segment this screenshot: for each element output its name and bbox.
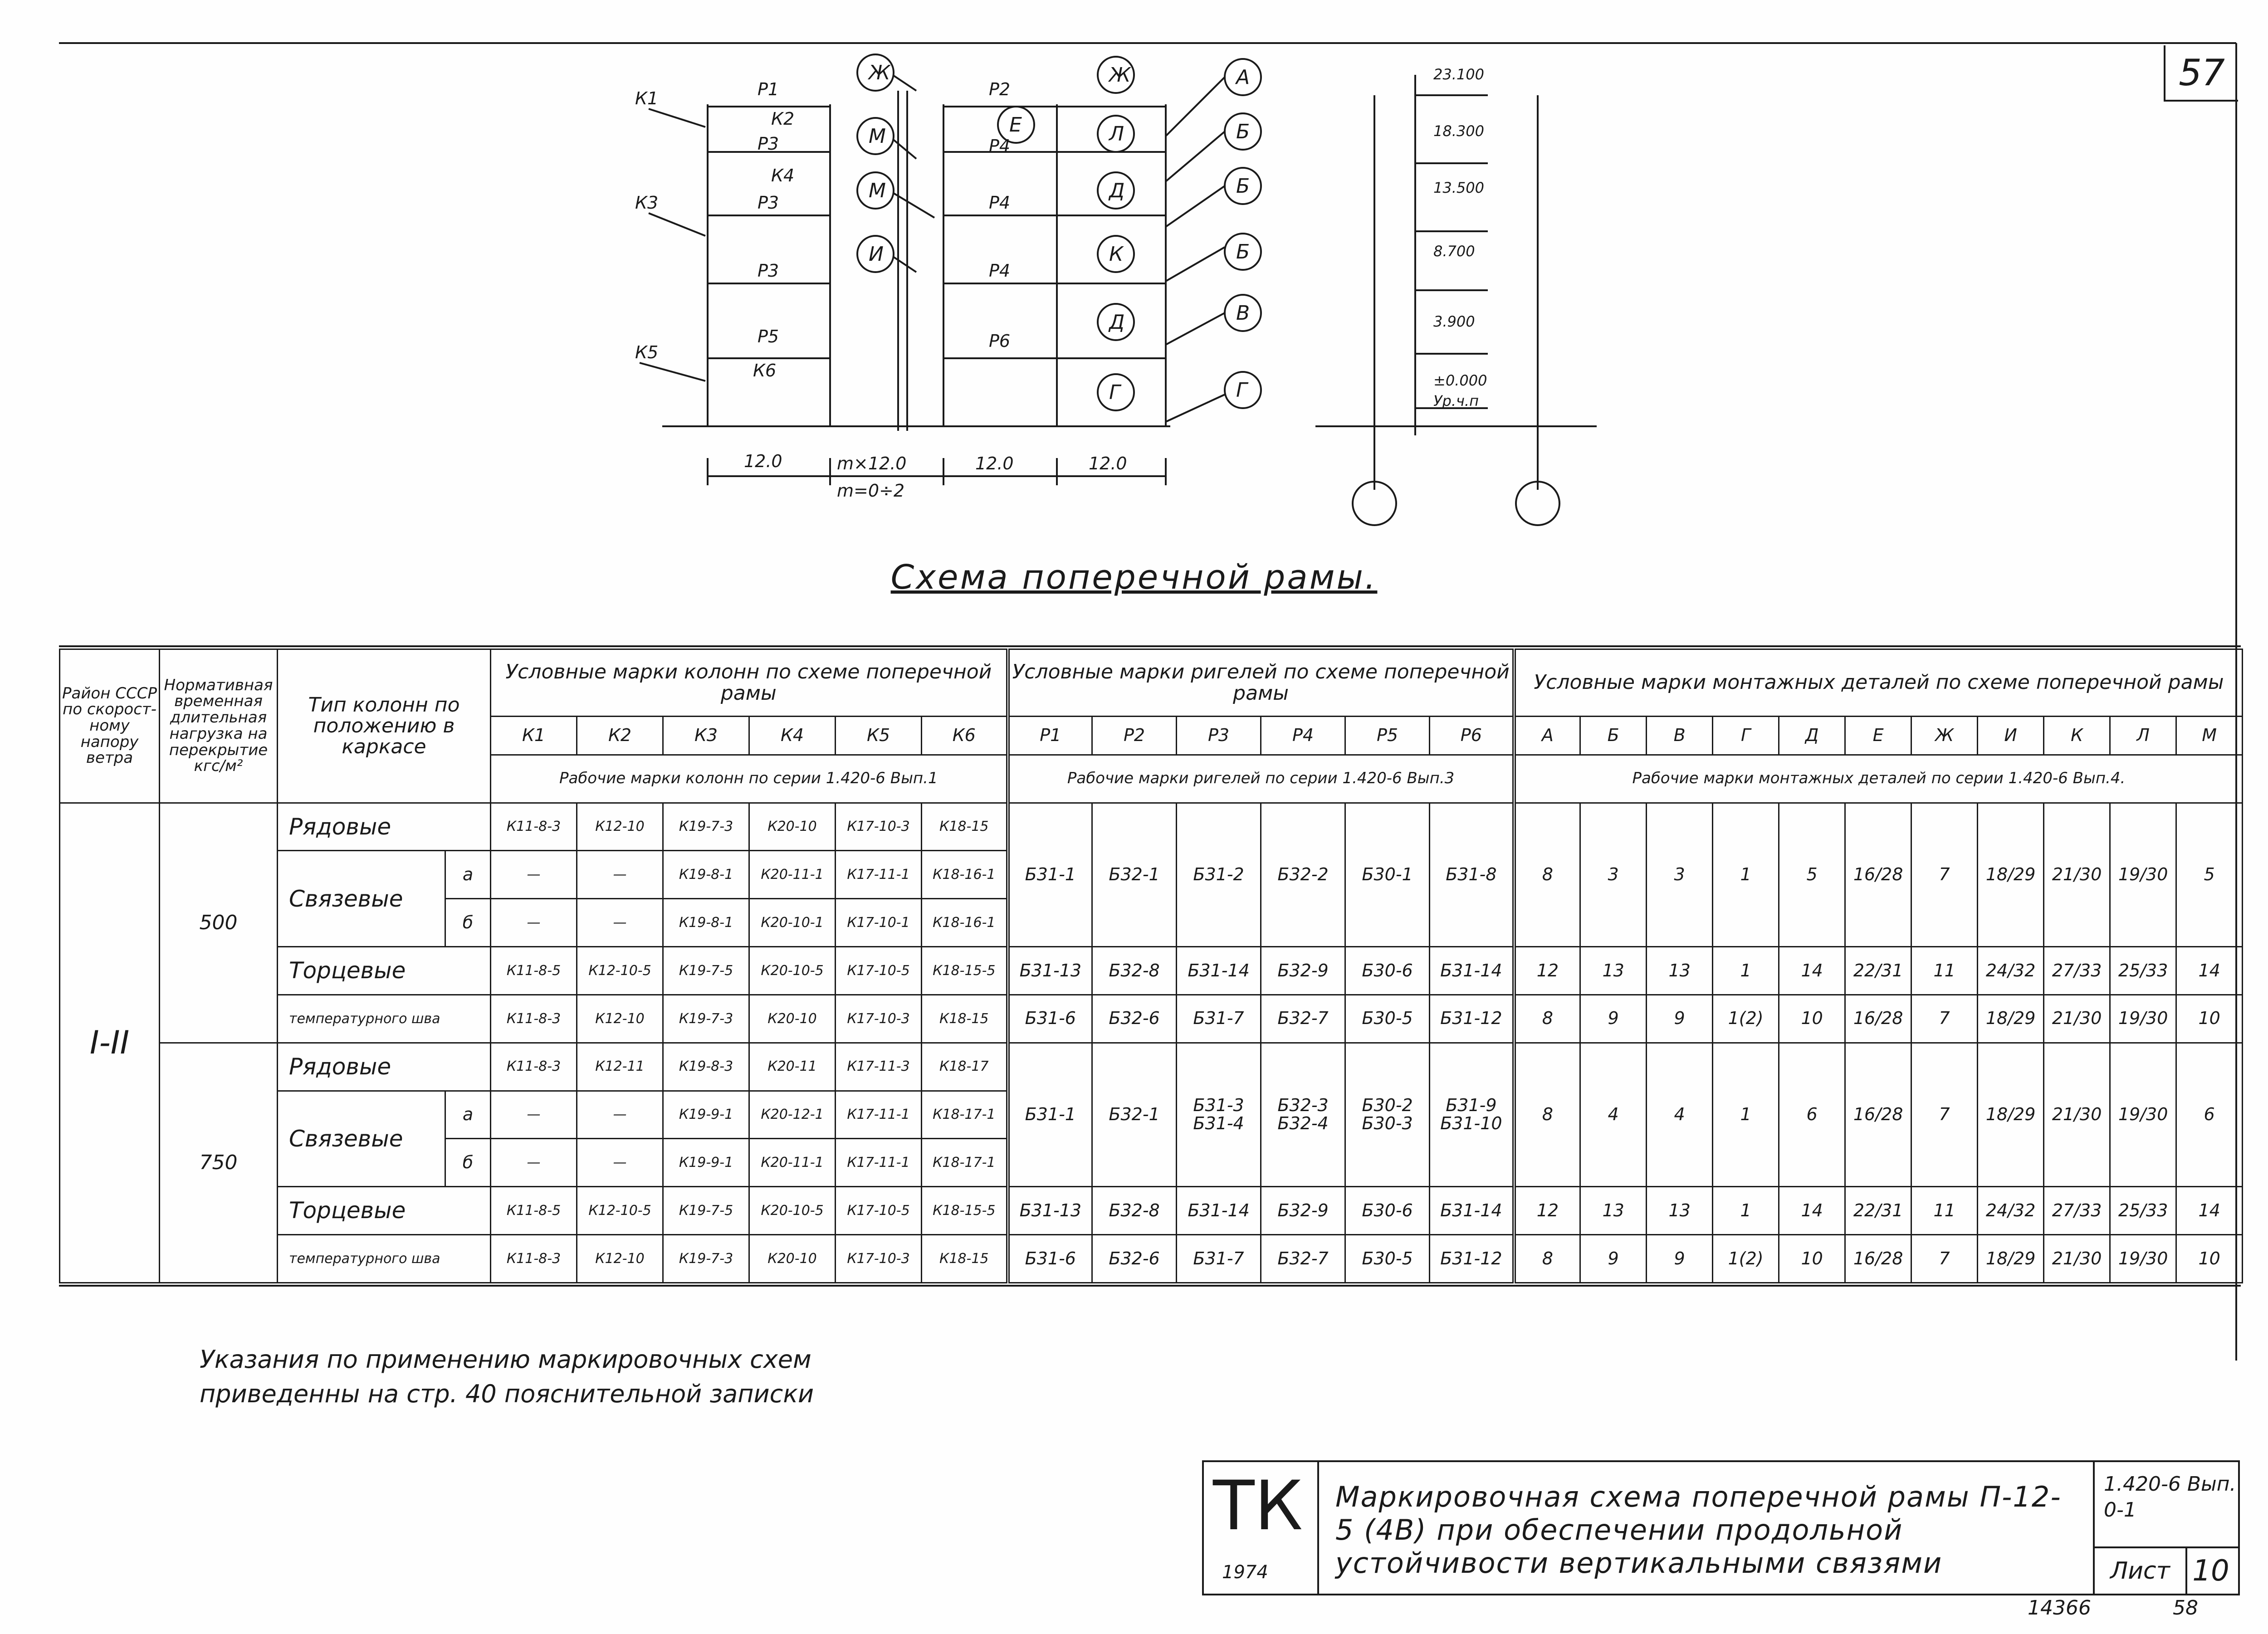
wind-region: I-II xyxy=(60,803,160,1283)
type-end: Торцевые xyxy=(278,947,491,995)
detail-mark: М xyxy=(2176,717,2243,755)
span-3: 12.0 xyxy=(975,454,1014,473)
frame-label-p3b: Р3 xyxy=(758,193,779,213)
table-row: Связевые а — — К19-9-1 К20-12-1 К17-11-1 К18-17-1 xyxy=(60,1091,2243,1139)
header-region: Район СССР по скорост- ному напору ветра xyxy=(60,649,160,803)
beam-mark: Р1 xyxy=(1008,717,1092,755)
type-link: Связевые xyxy=(278,1091,445,1187)
detail-mark: Г xyxy=(1713,717,1779,755)
series-details: Рабочие марки монтажных деталей по серии 1.420-6 Вып.4. xyxy=(1514,755,2243,803)
span-2: m×12.0 xyxy=(837,454,907,473)
frame-label-p3a: Р3 xyxy=(758,134,779,154)
circle-label-left-1: Ж xyxy=(869,61,890,84)
page-number: 57 xyxy=(2164,45,2238,102)
load-value: 750 xyxy=(160,1043,278,1283)
detail-mark: К xyxy=(2044,717,2110,755)
type-link: Связевые xyxy=(278,851,445,947)
header-detail-marks: Условные марки монтажных деталей по схеме поперечной рамы xyxy=(1514,649,2243,717)
header-column-marks: Условные марки колонн по схеме поперечной рамы xyxy=(491,649,1008,717)
table-row: б — — К19-8-1 К20-10-1 К17-10-1 К18-16-1 xyxy=(60,899,2243,947)
table-row: б — — К19-9-1 К20-11-1 К17-11-1 К18-17-1 xyxy=(60,1139,2243,1187)
type-end: Торцевые xyxy=(278,1187,491,1235)
circle-label-right-3: Д xyxy=(1109,179,1125,202)
tk-cell xyxy=(1204,1462,1319,1594)
detail-mark: В xyxy=(1647,717,1713,755)
detail-mark: А xyxy=(1514,717,1580,755)
beam-mark: Р2 xyxy=(1092,717,1177,755)
table-row: I-II 500 Рядовые К11-8-3 К12-10 К19-7-3 К20-10 К17-10-3 К18-15 Б31-1 Б32-1 Б31-2 Б32-2 Б30-1 Б31-8 8 3 3 1 5 16/28 7 18/29 21/30 19/30 5 xyxy=(60,803,2243,851)
level-4: 8.700 xyxy=(1433,243,1475,260)
type-row: Рядовые xyxy=(278,803,491,851)
frame-label-k1: К1 xyxy=(635,88,659,108)
note-line-1: Указания по применению маркировочных схем xyxy=(200,1345,811,1374)
level-7: Ур.ч.п xyxy=(1433,392,1479,410)
stamp-sheet-label: Лист xyxy=(2093,1548,2187,1594)
archive-number: 14366 xyxy=(2028,1596,2091,1619)
frame-label-p4c: Р4 xyxy=(989,261,1011,281)
sub-a: а xyxy=(445,851,491,899)
title-block xyxy=(1202,1460,2240,1595)
frame-label-p6: Р6 xyxy=(989,331,1011,351)
level-2: 18.300 xyxy=(1433,122,1484,140)
span-note: m=0÷2 xyxy=(837,481,905,501)
circle-label-far-4: Б xyxy=(1236,240,1250,263)
note-line-2: приведенны на стр. 40 пояснительной записки xyxy=(200,1379,814,1408)
beam-mark: Р3 xyxy=(1177,717,1261,755)
frame-label-p2: Р2 xyxy=(989,79,1011,99)
circle-label-far-2: Б xyxy=(1236,120,1250,143)
detail-mark: Д xyxy=(1779,717,1845,755)
header-load: Нормативная временная длительная нагрузка на перекрытие кгс/м² xyxy=(160,649,278,803)
circle-label-right-2: Л xyxy=(1109,122,1124,146)
frame-label-p1: Р1 xyxy=(758,79,779,99)
marking-table xyxy=(59,649,2243,1283)
col-mark: К6 xyxy=(922,717,1008,755)
frame-label-k2: К2 xyxy=(771,109,795,129)
type-temp: температурного шва xyxy=(278,1235,491,1283)
span-1: 12.0 xyxy=(744,451,782,471)
diagram-title: Схема поперечной рамы. xyxy=(890,558,1378,597)
header-type: Тип колонн по положению в каркасе xyxy=(278,649,491,803)
level-5: 3.900 xyxy=(1433,313,1475,330)
series-beams: Рабочие марки ригелей по серии 1.420-6 Вып.3 xyxy=(1008,755,1514,803)
circle-label-far-6: Г xyxy=(1236,379,1247,402)
circle-label-left-4: И xyxy=(869,243,884,266)
frame-label-p5: Р5 xyxy=(758,327,779,346)
frame-label-p3c: Р3 xyxy=(758,261,779,281)
circle-label-right-6: Г xyxy=(1109,381,1120,404)
table-row: Связевые а — — К19-8-1 К20-11-1 К17-11-1 К18-16-1 xyxy=(60,851,2243,899)
detail-mark: Л xyxy=(2110,717,2176,755)
table-row: 750 Рядовые К11-8-3 К12-11 К19-8-3 К20-11 К17-11-3 К18-17 Б31-1 Б32-1 Б31-3 Б31-4 Б32-3 Б32-4 Б30-2 Б30-3 Б31-9 Б31-10 8 4 4 1 6 16/28 7 18/29 21/30 19/30 6 xyxy=(60,1043,2243,1091)
frame-label-p4b: Р4 xyxy=(989,193,1011,213)
circle-label-left-3: М xyxy=(869,179,886,202)
beam-mark: Р5 xyxy=(1345,717,1430,755)
table-row: температурного шва К11-8-3 К12-10 К19-7-3 К20-10 К17-10-3 К18-15 Б31-6 Б32-6 Б31-7 Б32-7 Б30-5 Б31-12 8 9 9 1(2) 10 16/28 7 18/29 21/30 19/30 10 xyxy=(60,1235,2243,1283)
circle-label-right-5: Д xyxy=(1109,311,1125,334)
table-row: Торцевые К11-8-5 К12-10-5 К19-7-5 К20-10-5 К17-10-5 К18-15-5 Б31-13 Б32-8 Б31-14 Б32-9 Б30-6 Б31-14 12 13 13 1 14 22/31 11 24/32 27/33 25/33 14 xyxy=(60,1187,2243,1235)
header-beam-marks: Условные марки ригелей по схеме поперечной рамы xyxy=(1008,649,1514,717)
level-1: 23.100 xyxy=(1433,66,1484,83)
table-header-row xyxy=(60,649,2243,717)
sub-a: а xyxy=(445,1091,491,1139)
col-mark: К1 xyxy=(491,717,577,755)
frame-label-p4a: Р4 xyxy=(989,136,1011,156)
stamp-series: 1.420-6 Вып. 0-1 xyxy=(2093,1462,2238,1548)
col-mark: К4 xyxy=(749,717,836,755)
type-row: Рядовые xyxy=(278,1043,491,1091)
frame-label-k6: К6 xyxy=(753,361,777,380)
beam-mark: Р4 xyxy=(1261,717,1345,755)
bottom-page-number: 58 xyxy=(2173,1596,2198,1619)
frame-label-k4: К4 xyxy=(771,166,795,185)
col-mark: К5 xyxy=(836,717,922,755)
type-temp: температурного шва xyxy=(278,995,491,1043)
detail-mark: Е xyxy=(1845,717,1911,755)
span-4: 12.0 xyxy=(1089,454,1127,473)
load-value: 500 xyxy=(160,803,278,1043)
stamp-title: Маркировочная схема поперечной рамы П-12-5 (4В) при обеспечении продольной устойчивости вертикальными связями xyxy=(1335,1480,2062,1580)
stamp-year: 1974 xyxy=(1222,1562,1268,1583)
table-row: температурного шва К11-8-3 К12-10 К19-7-3 К20-10 К17-10-3 К18-15 Б31-6 Б32-6 Б31-7 Б32-7 Б30-5 Б31-12 8 9 9 1(2) 10 16/28 7 18/29 21/30 19/30 10 xyxy=(60,995,2243,1043)
circle-label-mid: Е xyxy=(1009,113,1022,137)
circle-label-right-4: К xyxy=(1109,243,1124,266)
table-row: Торцевые К11-8-5 К12-10-5 К19-7-5 К20-10-5 К17-10-5 К18-15-5 Б31-13 Б32-8 Б31-14 Б32-9 Б30-6 Б31-14 12 13 13 1 14 22/31 11 24/32 27/33 25/33 14 xyxy=(60,947,2243,995)
circle-label-far-1: А xyxy=(1236,66,1250,89)
frame-label-k3: К3 xyxy=(635,193,659,213)
sub-b: б xyxy=(445,899,491,947)
sub-b: б xyxy=(445,1139,491,1187)
circle-label-far-3: Б xyxy=(1236,175,1250,198)
detail-mark: И xyxy=(1978,717,2044,755)
col-mark: К3 xyxy=(663,717,749,755)
notes xyxy=(200,1342,1243,1411)
level-3: 13.500 xyxy=(1433,179,1484,196)
detail-mark: Б xyxy=(1580,717,1647,755)
circle-label-left-2: М xyxy=(869,125,886,148)
detail-mark: Ж xyxy=(1911,717,1978,755)
series-columns: Рабочие марки колонн по серии 1.420-6 Вып.1 xyxy=(491,755,1008,803)
tk-logo: ТК xyxy=(1213,1467,1303,1546)
col-mark: К2 xyxy=(577,717,663,755)
circle-label-right-1: Ж xyxy=(1109,63,1131,87)
level-6: ±0.000 xyxy=(1433,372,1487,389)
circle-label-far-5: В xyxy=(1236,302,1250,325)
beam-mark: Р6 xyxy=(1430,717,1514,755)
stamp-sheet-number: 10 xyxy=(2192,1554,2229,1588)
frame-label-k5: К5 xyxy=(635,342,659,362)
